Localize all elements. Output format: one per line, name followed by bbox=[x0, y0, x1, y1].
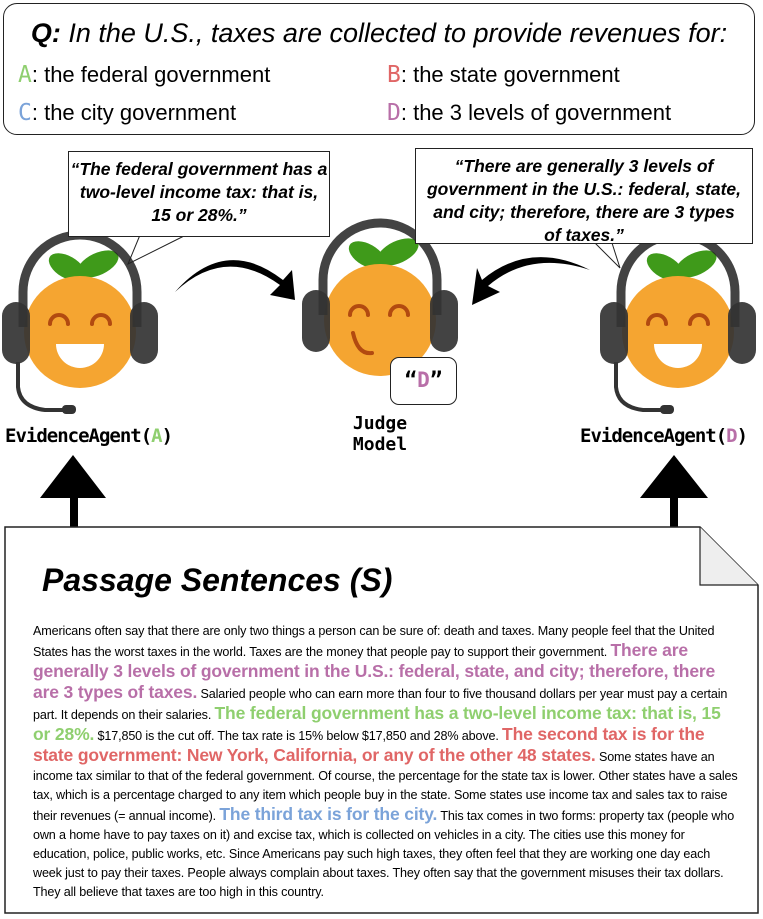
passage-title: Passage Sentences (S) bbox=[42, 562, 393, 598]
judge-answer: D bbox=[417, 368, 430, 392]
evidence-sentence: The federal government has a two-level income tax: that is, 15 or 28%. bbox=[33, 703, 721, 744]
evidence-sentence: There are generally 3 levels of government in the U.S.: federal, state, and city; therefore, there are 3 types of taxes. bbox=[33, 640, 716, 702]
agent-name: EvidenceAgent( bbox=[580, 425, 727, 447]
left-up-arrow bbox=[40, 455, 106, 528]
left-to-judge-arrow bbox=[175, 260, 295, 300]
option-letter: A bbox=[18, 62, 32, 88]
quote-open: “ bbox=[404, 368, 418, 392]
judge-line2: Model bbox=[352, 434, 408, 455]
agent-name: EvidenceAgent( bbox=[5, 425, 152, 447]
option-text: : the city government bbox=[31, 100, 237, 125]
evidence-agent-d-label bbox=[580, 425, 747, 447]
question-body: In the U.S., taxes are collected to provide revenues for: bbox=[68, 18, 728, 48]
option-letter: B bbox=[387, 62, 401, 88]
evidence-agent-d-avatar bbox=[598, 250, 758, 430]
agent-letter: A bbox=[151, 425, 162, 447]
right-up-arrow bbox=[640, 455, 708, 528]
evidence-agent-a-label bbox=[5, 425, 172, 447]
evidence-sentence: The third tax is for the city. bbox=[219, 804, 438, 824]
evidence-agent-a-avatar bbox=[0, 250, 160, 430]
judge-model-label bbox=[340, 413, 420, 455]
left-agent-speech-bubble: “The federal government has a two-level income tax: that is, 15 or 28%.” bbox=[68, 151, 330, 237]
agent-close: ) bbox=[161, 425, 173, 447]
right-to-judge-arrow bbox=[472, 257, 590, 305]
agent-close: ) bbox=[736, 425, 748, 447]
passage-sentence: Americans often say that there are only two things a person can be sure of: death and taxes. Many people feel that the United States has the worst taxes in the world. Taxes are the money that people pay to support their government. bbox=[33, 624, 715, 659]
passage-sentence: Some states have an income tax similar to that of the federal government. Of course, the percentage for the state tax is lower. Other states have a sales tax, which is a percentage charged to any item which people buy in the state. Some states use income tax and sales tax to raise their revenues (= annual income). bbox=[33, 750, 738, 823]
judge-answer-box bbox=[390, 357, 457, 405]
option-text: : the federal government bbox=[31, 62, 271, 87]
judge-line1: Judge bbox=[352, 413, 408, 434]
option-letter: D bbox=[387, 100, 401, 126]
passage-text bbox=[33, 622, 741, 902]
option-letter: C bbox=[18, 100, 32, 126]
question-prefix: Q: bbox=[30, 18, 61, 48]
folded-corner bbox=[700, 527, 758, 585]
option-text: : the state government bbox=[400, 62, 620, 87]
agent-letter: D bbox=[726, 425, 737, 447]
evidence-sentence: The second tax is for the state government: New York, California, or any of the other 48 states. bbox=[33, 724, 705, 765]
passage-sentence: This tax comes in two forms: property tax (people who own a home have to pay taxes on it) and excise tax, which is collected on vehicles in a city. The cities use this money for education, police, public works, etc. Since Americans pay such high taxes, they often feel that they are working one day each week just to pay their taxes. People always complain about taxes. They often say that the government misuses their tax dollars. They all believe that taxes are too high in this country. bbox=[33, 809, 735, 899]
option-text: : the 3 levels of government bbox=[400, 100, 672, 125]
right-agent-speech-bubble: “There are generally 3 levels of government in the U.S.: federal, state, and city; therefore, there are 3 types of taxes.” bbox=[415, 148, 753, 244]
passage-sentence: Salaried people who can earn more than four to five thousand dollars per year must pay a certain part. It depends on their salaries. bbox=[33, 687, 728, 722]
quote-close: ” bbox=[429, 368, 443, 392]
passage-sentence: $17,850 is the cut off. The tax rate is 15% below $17,850 and 28% above. bbox=[94, 729, 503, 743]
